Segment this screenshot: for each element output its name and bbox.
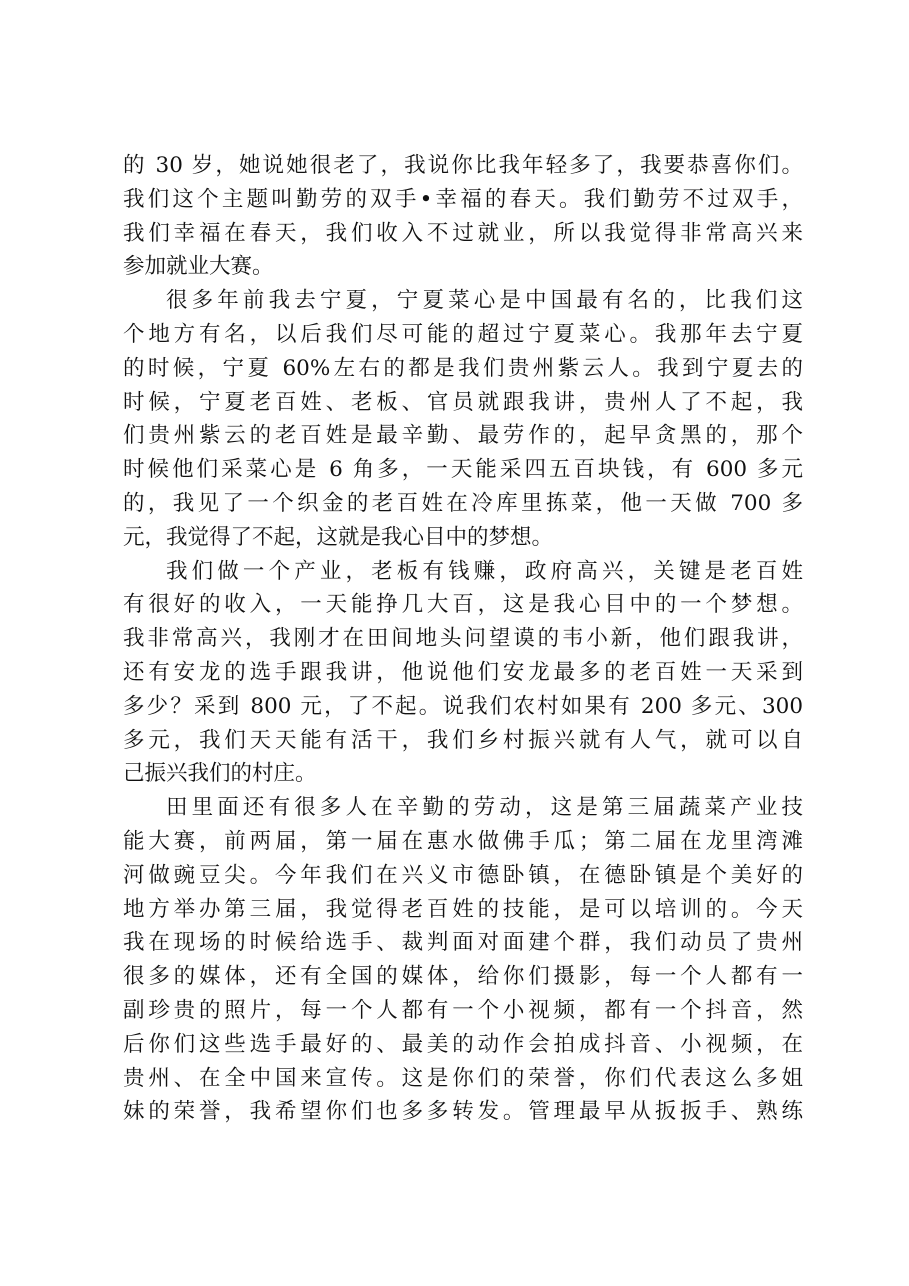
text-line: 还有安龙的选手跟我讲，他说他们安龙最多的老百姓一天采到	[123, 659, 803, 685]
text-line: 的时候，宁夏 60%左右的都是我们贵州紫云人。我到宁夏去的	[123, 355, 803, 381]
text-line: 多元，我们天天能有活干，我们乡村振兴就有人气，就可以自	[123, 727, 803, 753]
text-line: 元，我觉得了不起，这就是我心目中的梦想。	[123, 524, 554, 550]
text-line: 河做豌豆尖。今年我们在兴义市德卧镇，在德卧镇是个美好的	[123, 862, 803, 888]
text-line: 们贵州紫云的老百姓是最辛勤、最劳作的，起早贪黑的，那个	[123, 423, 803, 449]
text-line: 的，我见了一个织金的老百姓在冷库里拣菜，他一天做 700 多	[123, 490, 803, 516]
paragraph-start-line: 我们做一个产业，老板有钱赚，政府高兴，关键是老百姓	[166, 558, 803, 584]
text-line: 有很好的收入，一天能挣几大百，这是我心目中的一个梦想。	[123, 592, 803, 618]
text-line: 我在现场的时候给选手、裁判面对面建个群，我们动员了贵州	[123, 930, 803, 956]
text-line: 个地方有名，以后我们尽可能的超过宁夏菜心。我那年去宁夏	[123, 321, 803, 347]
text-line: 我们幸福在春天，我们收入不过就业，所以我觉得非常高兴来	[123, 220, 803, 246]
text-line: 妹的荣誉，我希望你们也多多转发。管理最早从扳扳手、熟练	[123, 1099, 803, 1125]
text-line: 参加就业大赛。	[123, 254, 274, 280]
text-line: 多少？采到 800 元，了不起。说我们农村如果有 200 多元、300	[123, 693, 803, 719]
text-line: 时候，宁夏老百姓、老板、官员就跟我讲，贵州人了不起，我	[123, 389, 803, 415]
text-line: 后你们这些选手最好的、最美的动作会拍成抖音、小视频，在	[123, 1031, 803, 1057]
text-line: 的 30 岁，她说她很老了，我说你比我年轻多了，我要恭喜你们。	[123, 153, 803, 178]
text-line: 能大赛，前两届，第一届在惠水做佛手瓜；第二届在龙里湾滩	[123, 828, 803, 854]
text-line: 时候他们采菜心是 6 角多，一天能采四五百块钱，有 600 多元	[123, 457, 803, 483]
paragraph-start-line: 很多年前我去宁夏，宁夏菜心是中国最有名的，比我们这	[166, 288, 803, 314]
text-line: 地方举办第三届，我觉得老百姓的技能，是可以培训的。今天	[123, 896, 803, 922]
text-line: 副珍贵的照片，每一个人都有一个小视频，都有一个抖音，然	[123, 997, 803, 1023]
text-line: 我非常高兴，我刚才在田间地头问望谟的韦小新，他们跟我讲，	[123, 626, 803, 652]
text-line: 我们这个主题叫勤劳的双手•幸福的春天。我们勤劳不过双手，	[123, 186, 803, 212]
text-line: 贵州、在全中国来宣传。这是你们的荣誉，你们代表这么多姐	[123, 1065, 803, 1091]
body-text	[123, 149, 803, 1129]
text-line: 己振兴我们的村庄。	[123, 761, 317, 787]
text-line: 很多的媒体，还有全国的媒体，给你们摄影，每一个人都有一	[123, 964, 803, 990]
paragraph-start-line: 田里面还有很多人在辛勤的劳动，这是第三届蔬菜产业技	[166, 795, 803, 821]
